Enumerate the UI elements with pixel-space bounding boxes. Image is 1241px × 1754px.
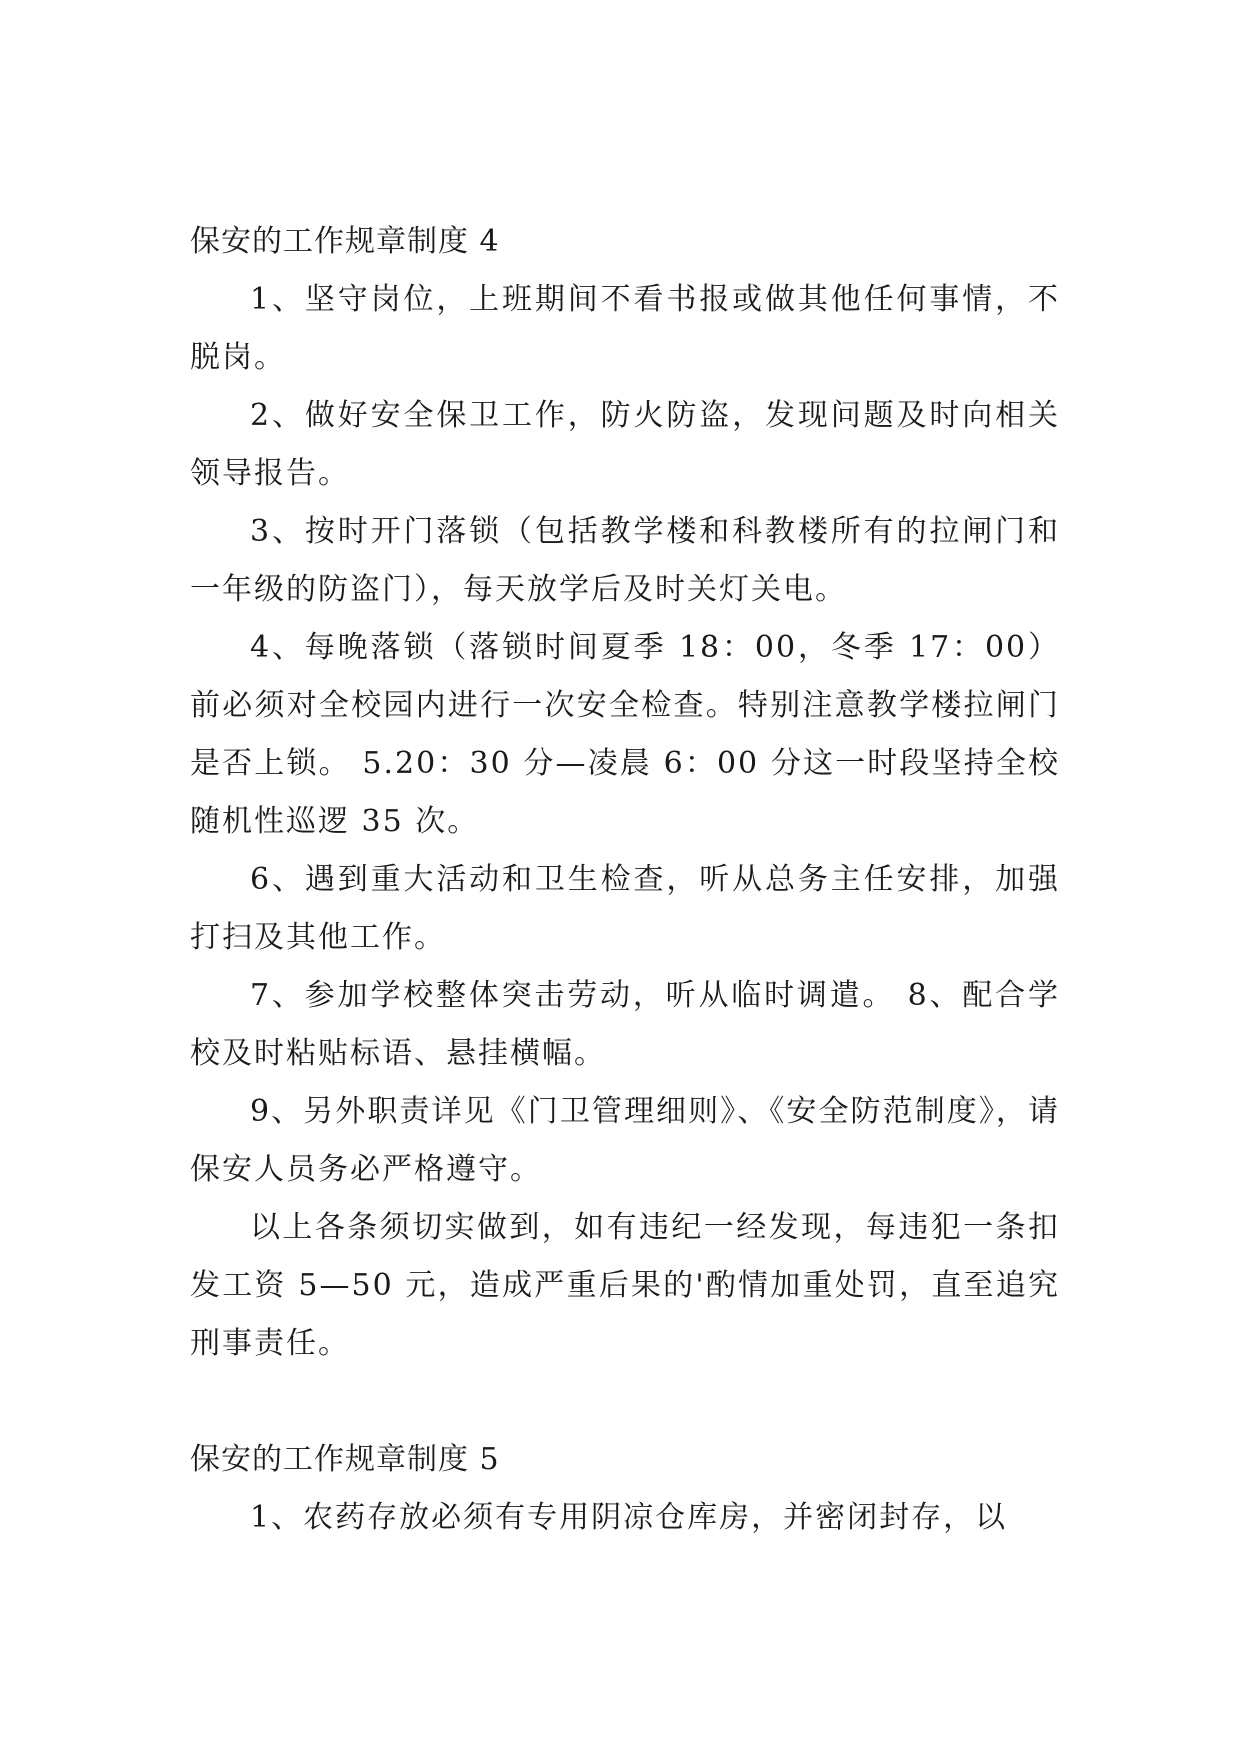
paragraph: 3、按时开门落锁（包括教学楼和科教楼所有的拉闸门和一年级的防盗门），每天放学后及时关灯关电。 xyxy=(190,514,1060,607)
paragraph: 6、遇到重大活动和卫生检查，听从总务主任安排，加强打扫及其他工作。 xyxy=(190,862,1060,955)
document-body xyxy=(190,213,1060,1547)
paragraph: 9、另外职责详见《门卫管理细则》、《安全防范制度》，请保安人员务必严格遵守。 xyxy=(190,1094,1060,1187)
section-title: 保安的工作规章制度 4 xyxy=(190,224,500,259)
paragraph: 7、参加学校整体突击劳动，听从临时调遣。 8、配合学校及时粘贴标语、悬挂横幅。 xyxy=(190,978,1060,1071)
paragraph: 1、农药存放必须有专用阴凉仓库房，并密闭封存，以 xyxy=(250,1500,1008,1535)
paragraph: 4、每晚落锁（落锁时间夏季 18：00，冬季 17：00）前必须对全校园内进行一次安全检查。特别注意教学楼拉闸门是否上锁。 5.20：30 分—凌晨 6：00 分这一时段坚持全校随机性巡逻 35 次。 xyxy=(190,630,1060,839)
section-title: 保安的工作规章制度 5 xyxy=(190,1442,500,1477)
section-spacer xyxy=(190,1373,1060,1431)
paragraph: 1、坚守岗位，上班期间不看书报或做其他任何事情，不脱岗。 xyxy=(190,282,1060,375)
paragraph: 2、做好安全保卫工作，防火防盗，发现问题及时向相关领导报告。 xyxy=(190,398,1060,491)
paragraph: 以上各条须切实做到，如有违纪一经发现，每违犯一条扣发工资 5—50 元，造成严重后果的'酌情加重处罚，直至追究刑事责任。 xyxy=(190,1210,1060,1361)
